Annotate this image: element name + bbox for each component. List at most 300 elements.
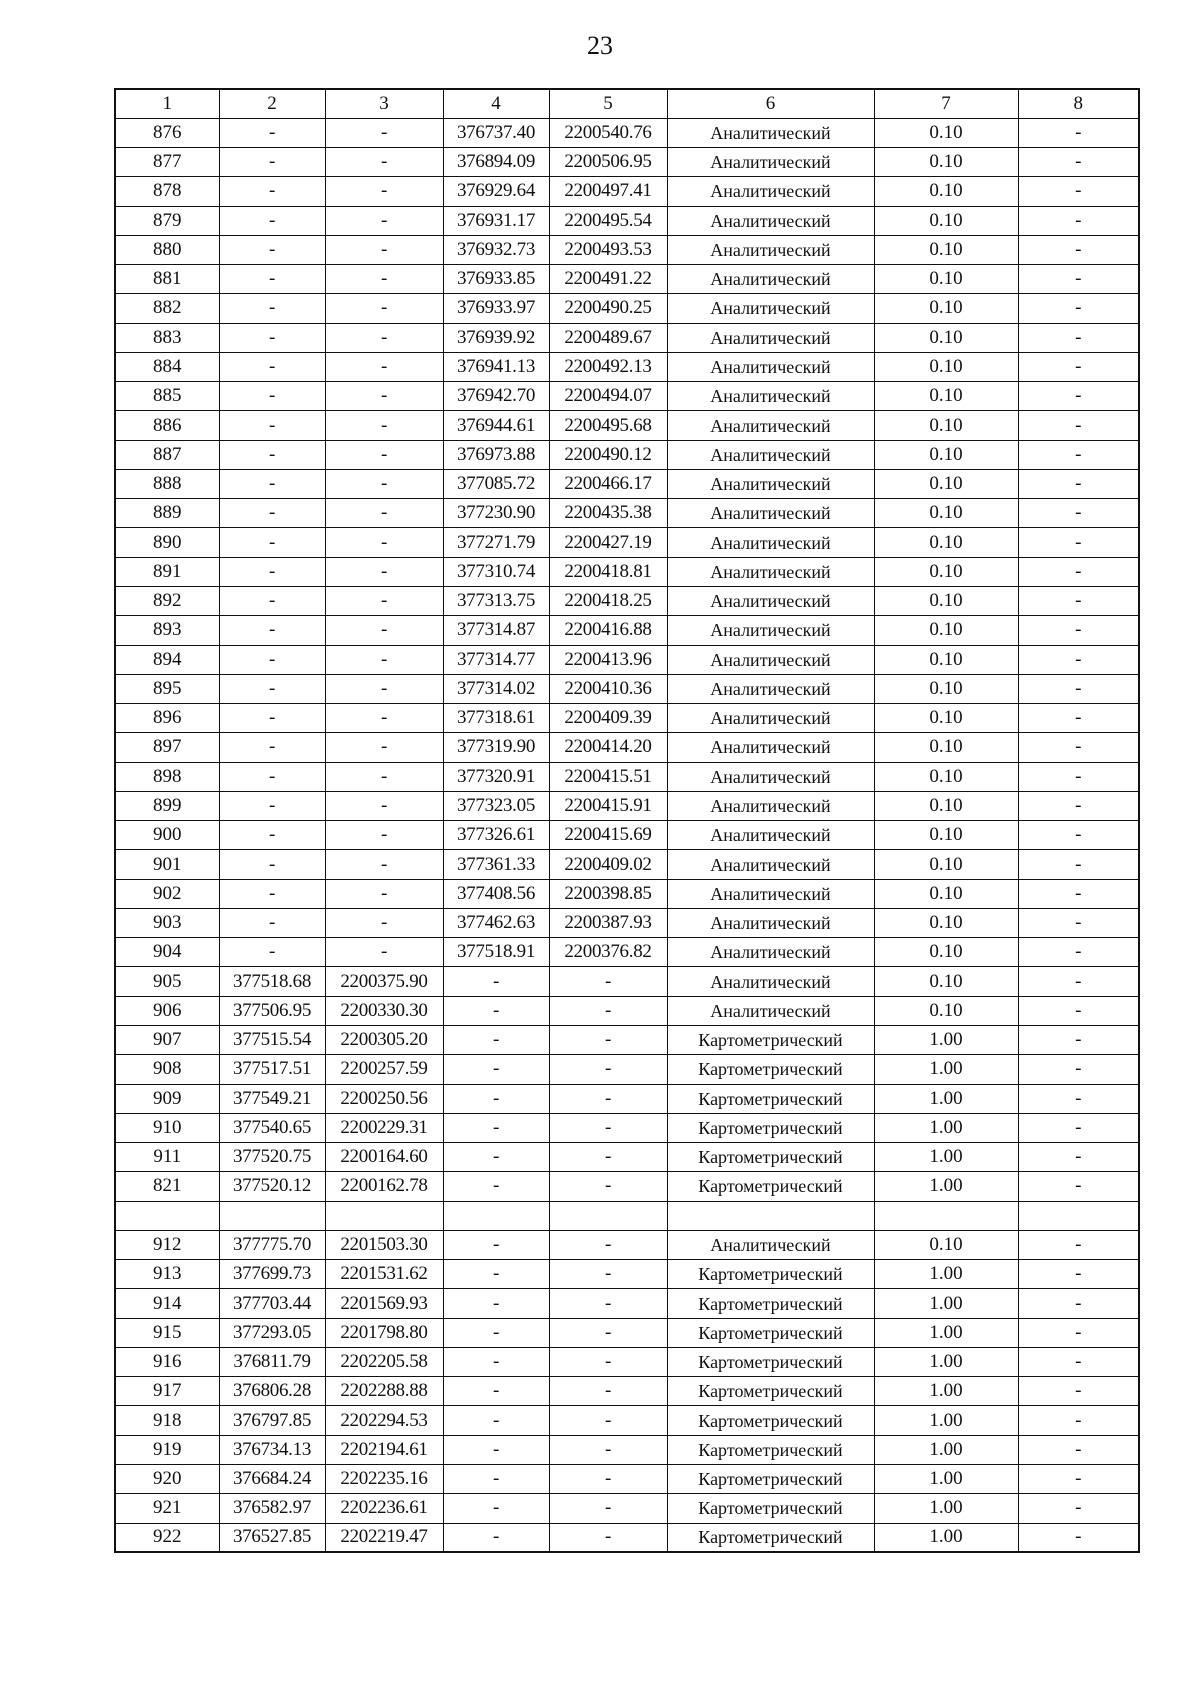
cell-note: -: [1018, 411, 1139, 440]
cell-point-number: 890: [115, 528, 219, 557]
cell-x-coordinate-new: -: [219, 645, 325, 674]
cell-method: Аналитический: [667, 206, 874, 235]
table-row: [115, 791, 1139, 820]
cell-point-number: 898: [115, 762, 219, 791]
cell-x-coordinate-old: 377271.79: [443, 528, 549, 557]
table-row: [115, 1494, 1139, 1523]
cell-method: Аналитический: [667, 674, 874, 703]
cell-point-number: 821: [115, 1172, 219, 1201]
table-row: [115, 235, 1139, 264]
table-row: [115, 499, 1139, 528]
cell-y-coordinate-old: 2200540.76: [549, 118, 667, 147]
cell-x-coordinate-new: -: [219, 791, 325, 820]
cell-y-coordinate-old: 2200489.67: [549, 323, 667, 352]
cell-y-coordinate-new: -: [325, 528, 443, 557]
cell-precision: 1.00: [874, 1464, 1018, 1493]
cell-y-coordinate-old: -: [549, 967, 667, 996]
cell-x-coordinate-old: 376931.17: [443, 206, 549, 235]
table-row: [115, 1026, 1139, 1055]
cell-precision: 0.10: [874, 382, 1018, 411]
cell-x-coordinate-new: -: [219, 177, 325, 206]
cell-point-number: 909: [115, 1084, 219, 1113]
cell-x-coordinate-new: 377775.70: [219, 1230, 325, 1259]
cell-x-coordinate-old: 376737.40: [443, 118, 549, 147]
cell-y-coordinate-old: -: [549, 1435, 667, 1464]
cell-x-coordinate-new: [219, 1201, 325, 1230]
cell-x-coordinate-new: -: [219, 469, 325, 498]
table-row: [115, 967, 1139, 996]
cell-x-coordinate-old: -: [443, 1172, 549, 1201]
cell-x-coordinate-old: 377462.63: [443, 908, 549, 937]
cell-x-coordinate-new: 377517.51: [219, 1055, 325, 1084]
cell-note: -: [1018, 645, 1139, 674]
cell-precision: 1.00: [874, 1377, 1018, 1406]
cell-method: Аналитический: [667, 118, 874, 147]
cell-precision: 0.10: [874, 294, 1018, 323]
cell-note: -: [1018, 1084, 1139, 1113]
cell-method: Аналитический: [667, 352, 874, 381]
cell-note: -: [1018, 791, 1139, 820]
cell-x-coordinate-new: -: [219, 382, 325, 411]
cell-method: Картометрический: [667, 1260, 874, 1289]
cell-method: Картометрический: [667, 1055, 874, 1084]
table-row: [115, 557, 1139, 586]
cell-x-coordinate-old: -: [443, 1347, 549, 1376]
cell-precision: 0.10: [874, 850, 1018, 879]
coordinates-table: [114, 88, 1140, 1553]
cell-y-coordinate-old: 2200490.25: [549, 294, 667, 323]
cell-x-coordinate-new: -: [219, 440, 325, 469]
cell-point-number: 900: [115, 821, 219, 850]
table-row: [115, 440, 1139, 469]
cell-y-coordinate-new: -: [325, 645, 443, 674]
cell-point-number: 895: [115, 674, 219, 703]
cell-precision: 0.10: [874, 148, 1018, 177]
table-row: [115, 323, 1139, 352]
cell-x-coordinate-new: -: [219, 528, 325, 557]
cell-x-coordinate-new: 376684.24: [219, 1464, 325, 1493]
cell-x-coordinate-new: -: [219, 411, 325, 440]
cell-y-coordinate-old: 2200494.07: [549, 382, 667, 411]
cell-x-coordinate-new: -: [219, 294, 325, 323]
cell-precision: 0.10: [874, 704, 1018, 733]
cell-x-coordinate-new: -: [219, 499, 325, 528]
cell-method: Аналитический: [667, 587, 874, 616]
cell-y-coordinate-old: 2200398.85: [549, 879, 667, 908]
table-row: [115, 1055, 1139, 1084]
cell-y-coordinate-new: -: [325, 850, 443, 879]
cell-x-coordinate-old: 377318.61: [443, 704, 549, 733]
cell-precision: 1.00: [874, 1026, 1018, 1055]
cell-x-coordinate-new: -: [219, 557, 325, 586]
cell-x-coordinate-old: 377314.77: [443, 645, 549, 674]
cell-method: Аналитический: [667, 1230, 874, 1259]
cell-x-coordinate-old: -: [443, 1230, 549, 1259]
cell-point-number: 908: [115, 1055, 219, 1084]
cell-method: Аналитический: [667, 645, 874, 674]
cell-note: -: [1018, 148, 1139, 177]
cell-x-coordinate-new: 376527.85: [219, 1523, 325, 1552]
cell-method: Аналитический: [667, 294, 874, 323]
cell-note: -: [1018, 908, 1139, 937]
cell-x-coordinate-new: 376811.79: [219, 1347, 325, 1376]
cell-point-number: 912: [115, 1230, 219, 1259]
cell-precision: 1.00: [874, 1523, 1018, 1552]
cell-y-coordinate-new: -: [325, 265, 443, 294]
cell-note: -: [1018, 323, 1139, 352]
cell-x-coordinate-new: -: [219, 762, 325, 791]
cell-y-coordinate-old: 2200497.41: [549, 177, 667, 206]
table-row: [115, 206, 1139, 235]
table-row: [115, 118, 1139, 147]
table-body: [115, 89, 1139, 1552]
cell-y-coordinate-old: -: [549, 1347, 667, 1376]
cell-x-coordinate-new: -: [219, 235, 325, 264]
cell-point-number: 880: [115, 235, 219, 264]
cell-method: Картометрический: [667, 1026, 874, 1055]
cell-note: -: [1018, 265, 1139, 294]
cell-method: Аналитический: [667, 879, 874, 908]
cell-precision: 0.10: [874, 352, 1018, 381]
cell-y-coordinate-old: -: [549, 1289, 667, 1318]
cell-y-coordinate-new: -: [325, 587, 443, 616]
cell-x-coordinate-old: 377319.90: [443, 733, 549, 762]
cell-point-number: 888: [115, 469, 219, 498]
cell-x-coordinate-new: 376806.28: [219, 1377, 325, 1406]
cell-point-number: 877: [115, 148, 219, 177]
table-row: [115, 996, 1139, 1025]
cell-y-coordinate-old: -: [549, 1523, 667, 1552]
cell-x-coordinate-old: 376932.73: [443, 235, 549, 264]
cell-precision: 0.10: [874, 499, 1018, 528]
cell-y-coordinate-old: 2200427.19: [549, 528, 667, 557]
cell-y-coordinate-old: 2200410.36: [549, 674, 667, 703]
cell-point-number: 884: [115, 352, 219, 381]
cell-y-coordinate-new: 2201569.93: [325, 1289, 443, 1318]
column-header-7: 7: [874, 89, 1018, 118]
cell-point-number: 894: [115, 645, 219, 674]
table-row: [115, 1406, 1139, 1435]
column-header-1: 1: [115, 89, 219, 118]
cell-y-coordinate-old: 2200414.20: [549, 733, 667, 762]
table-row: [115, 821, 1139, 850]
cell-precision: 0.10: [874, 235, 1018, 264]
table-row: [115, 1230, 1139, 1259]
table-row: [115, 1260, 1139, 1289]
cell-point-number: 885: [115, 382, 219, 411]
cell-method: Аналитический: [667, 704, 874, 733]
cell-x-coordinate-old: 376942.70: [443, 382, 549, 411]
cell-point-number: 883: [115, 323, 219, 352]
table-row: [115, 616, 1139, 645]
cell-method: Картометрический: [667, 1494, 874, 1523]
cell-y-coordinate-new: -: [325, 557, 443, 586]
cell-y-coordinate-new: 2200162.78: [325, 1172, 443, 1201]
table-row: [115, 1347, 1139, 1376]
cell-x-coordinate-new: 376797.85: [219, 1406, 325, 1435]
cell-precision: 0.10: [874, 996, 1018, 1025]
cell-note: -: [1018, 1260, 1139, 1289]
cell-precision: 0.10: [874, 177, 1018, 206]
cell-x-coordinate-new: 377699.73: [219, 1260, 325, 1289]
cell-precision: 0.10: [874, 674, 1018, 703]
cell-x-coordinate-old: -: [443, 967, 549, 996]
cell-x-coordinate-old: -: [443, 1084, 549, 1113]
table-row: [115, 704, 1139, 733]
table-header-row: [115, 89, 1139, 118]
cell-x-coordinate-old: -: [443, 1377, 549, 1406]
cell-precision: 1.00: [874, 1172, 1018, 1201]
cell-y-coordinate-new: 2202194.61: [325, 1435, 443, 1464]
cell-y-coordinate-new: 2200250.56: [325, 1084, 443, 1113]
cell-method: Картометрический: [667, 1318, 874, 1347]
cell-x-coordinate-old: 377314.87: [443, 616, 549, 645]
cell-y-coordinate-new: -: [325, 674, 443, 703]
cell-x-coordinate-old: 377314.02: [443, 674, 549, 703]
cell-note: -: [1018, 469, 1139, 498]
cell-x-coordinate-new: -: [219, 674, 325, 703]
cell-precision: 1.00: [874, 1347, 1018, 1376]
cell-y-coordinate-new: [325, 1201, 443, 1230]
cell-point-number: 903: [115, 908, 219, 937]
cell-method: Картометрический: [667, 1523, 874, 1552]
cell-y-coordinate-new: -: [325, 762, 443, 791]
cell-y-coordinate-new: -: [325, 791, 443, 820]
cell-note: -: [1018, 235, 1139, 264]
column-header-5: 5: [549, 89, 667, 118]
cell-point-number: 892: [115, 587, 219, 616]
cell-x-coordinate-new: 377293.05: [219, 1318, 325, 1347]
cell-point-number: 891: [115, 557, 219, 586]
table-row: [115, 1143, 1139, 1172]
cell-x-coordinate-old: -: [443, 1523, 549, 1552]
cell-x-coordinate-new: -: [219, 879, 325, 908]
cell-y-coordinate-old: 2200418.25: [549, 587, 667, 616]
cell-y-coordinate-old: 2200466.17: [549, 469, 667, 498]
cell-precision: 0.10: [874, 557, 1018, 586]
cell-precision: 0.10: [874, 528, 1018, 557]
cell-x-coordinate-new: -: [219, 587, 325, 616]
table-row: [115, 908, 1139, 937]
table-row: [115, 938, 1139, 967]
cell-note: -: [1018, 879, 1139, 908]
table-row: [115, 528, 1139, 557]
cell-x-coordinate-new: 377520.75: [219, 1143, 325, 1172]
table-row: [115, 265, 1139, 294]
cell-y-coordinate-old: -: [549, 1406, 667, 1435]
cell-note: -: [1018, 382, 1139, 411]
cell-y-coordinate-new: -: [325, 821, 443, 850]
cell-y-coordinate-new: 2200305.20: [325, 1026, 443, 1055]
cell-precision: 0.10: [874, 206, 1018, 235]
cell-y-coordinate-new: 2200375.90: [325, 967, 443, 996]
cell-x-coordinate-old: -: [443, 996, 549, 1025]
cell-precision: 1.00: [874, 1406, 1018, 1435]
cell-point-number: 906: [115, 996, 219, 1025]
cell-y-coordinate-old: -: [549, 1172, 667, 1201]
cell-x-coordinate-old: 376929.64: [443, 177, 549, 206]
cell-method: Аналитический: [667, 557, 874, 586]
table-row: [115, 1318, 1139, 1347]
cell-precision: 0.10: [874, 323, 1018, 352]
cell-method: Картометрический: [667, 1406, 874, 1435]
cell-point-number: 901: [115, 850, 219, 879]
cell-precision: 0.10: [874, 879, 1018, 908]
column-header-8: 8: [1018, 89, 1139, 118]
cell-precision: 0.10: [874, 821, 1018, 850]
cell-note: -: [1018, 1113, 1139, 1142]
cell-method: Картометрический: [667, 1143, 874, 1172]
cell-x-coordinate-old: -: [443, 1289, 549, 1318]
cell-y-coordinate-old: -: [549, 1494, 667, 1523]
cell-note: -: [1018, 996, 1139, 1025]
table-row: [115, 674, 1139, 703]
cell-x-coordinate-old: -: [443, 1464, 549, 1493]
cell-note: [1018, 1201, 1139, 1230]
cell-precision: 1.00: [874, 1055, 1018, 1084]
cell-precision: 0.10: [874, 762, 1018, 791]
cell-point-number: 889: [115, 499, 219, 528]
table-row: [115, 733, 1139, 762]
cell-precision: 0.10: [874, 967, 1018, 996]
cell-x-coordinate-old: 377085.72: [443, 469, 549, 498]
cell-point-number: 919: [115, 1435, 219, 1464]
cell-x-coordinate-new: -: [219, 148, 325, 177]
cell-precision: 0.10: [874, 118, 1018, 147]
column-header-6: 6: [667, 89, 874, 118]
cell-y-coordinate-old: -: [549, 1377, 667, 1406]
cell-note: -: [1018, 674, 1139, 703]
table-row: [115, 645, 1139, 674]
cell-method: Аналитический: [667, 148, 874, 177]
cell-note: -: [1018, 528, 1139, 557]
cell-y-coordinate-new: 2200257.59: [325, 1055, 443, 1084]
cell-y-coordinate-new: -: [325, 148, 443, 177]
cell-precision: 0.10: [874, 469, 1018, 498]
table-row: [115, 1464, 1139, 1493]
cell-x-coordinate-old: 377518.91: [443, 938, 549, 967]
cell-point-number: 879: [115, 206, 219, 235]
cell-x-coordinate-old: [443, 1201, 549, 1230]
cell-precision: 1.00: [874, 1318, 1018, 1347]
table-row: [115, 294, 1139, 323]
cell-x-coordinate-new: -: [219, 323, 325, 352]
cell-x-coordinate-new: -: [219, 206, 325, 235]
cell-x-coordinate-old: 376894.09: [443, 148, 549, 177]
table-row: [115, 879, 1139, 908]
cell-x-coordinate-old: -: [443, 1143, 549, 1172]
cell-method: Картометрический: [667, 1377, 874, 1406]
cell-method: Аналитический: [667, 762, 874, 791]
cell-y-coordinate-old: -: [549, 1464, 667, 1493]
cell-x-coordinate-old: 376944.61: [443, 411, 549, 440]
cell-x-coordinate-old: 377320.91: [443, 762, 549, 791]
cell-point-number: 902: [115, 879, 219, 908]
cell-x-coordinate-new: -: [219, 821, 325, 850]
cell-method: Картометрический: [667, 1113, 874, 1142]
cell-method: Аналитический: [667, 265, 874, 294]
cell-method: Картометрический: [667, 1289, 874, 1318]
cell-method: Картометрический: [667, 1172, 874, 1201]
cell-note: -: [1018, 1055, 1139, 1084]
cell-y-coordinate-new: 2200229.31: [325, 1113, 443, 1142]
cell-note: -: [1018, 821, 1139, 850]
table-row: [115, 762, 1139, 791]
cell-x-coordinate-old: -: [443, 1406, 549, 1435]
cell-precision: [874, 1201, 1018, 1230]
cell-y-coordinate-new: 2202235.16: [325, 1464, 443, 1493]
cell-y-coordinate-old: 2200413.96: [549, 645, 667, 674]
cell-method: Аналитический: [667, 850, 874, 879]
cell-note: -: [1018, 1406, 1139, 1435]
cell-y-coordinate-new: -: [325, 411, 443, 440]
cell-point-number: [115, 1201, 219, 1230]
cell-precision: 1.00: [874, 1113, 1018, 1142]
cell-note: -: [1018, 1347, 1139, 1376]
cell-point-number: 896: [115, 704, 219, 733]
table-row: [115, 850, 1139, 879]
cell-method: Аналитический: [667, 469, 874, 498]
cell-x-coordinate-new: 377515.54: [219, 1026, 325, 1055]
cell-method: Аналитический: [667, 411, 874, 440]
cell-y-coordinate-new: -: [325, 704, 443, 733]
cell-y-coordinate-new: 2201503.30: [325, 1230, 443, 1259]
cell-x-coordinate-old: 376933.85: [443, 265, 549, 294]
cell-x-coordinate-new: 377506.95: [219, 996, 325, 1025]
cell-x-coordinate-old: 377310.74: [443, 557, 549, 586]
cell-x-coordinate-new: 377540.65: [219, 1113, 325, 1142]
cell-point-number: 915: [115, 1318, 219, 1347]
cell-method: Аналитический: [667, 791, 874, 820]
cell-y-coordinate-new: 2200330.30: [325, 996, 443, 1025]
cell-y-coordinate-old: 2200493.53: [549, 235, 667, 264]
cell-method: Аналитический: [667, 996, 874, 1025]
cell-point-number: 911: [115, 1143, 219, 1172]
cell-x-coordinate-old: 376941.13: [443, 352, 549, 381]
cell-x-coordinate-old: 376939.92: [443, 323, 549, 352]
cell-note: -: [1018, 1143, 1139, 1172]
cell-x-coordinate-new: -: [219, 265, 325, 294]
cell-point-number: 917: [115, 1377, 219, 1406]
cell-point-number: 893: [115, 616, 219, 645]
cell-method: Аналитический: [667, 967, 874, 996]
cell-y-coordinate-old: -: [549, 1143, 667, 1172]
cell-method: Аналитический: [667, 382, 874, 411]
cell-y-coordinate-new: -: [325, 879, 443, 908]
cell-point-number: 887: [115, 440, 219, 469]
table-row-blank: [115, 1201, 1139, 1230]
cell-x-coordinate-old: -: [443, 1435, 549, 1464]
cell-x-coordinate-old: 377408.56: [443, 879, 549, 908]
cell-note: -: [1018, 616, 1139, 645]
cell-method: Аналитический: [667, 938, 874, 967]
cell-y-coordinate-new: -: [325, 938, 443, 967]
cell-point-number: 881: [115, 265, 219, 294]
table-row: [115, 1172, 1139, 1201]
cell-x-coordinate-new: 377518.68: [219, 967, 325, 996]
cell-method: Картометрический: [667, 1084, 874, 1113]
cell-note: -: [1018, 352, 1139, 381]
cell-y-coordinate-new: 2202294.53: [325, 1406, 443, 1435]
cell-method: Аналитический: [667, 499, 874, 528]
cell-y-coordinate-new: -: [325, 382, 443, 411]
cell-note: -: [1018, 294, 1139, 323]
cell-note: -: [1018, 1377, 1139, 1406]
cell-method: Картометрический: [667, 1464, 874, 1493]
cell-x-coordinate-new: -: [219, 704, 325, 733]
cell-note: -: [1018, 499, 1139, 528]
cell-x-coordinate-old: -: [443, 1026, 549, 1055]
